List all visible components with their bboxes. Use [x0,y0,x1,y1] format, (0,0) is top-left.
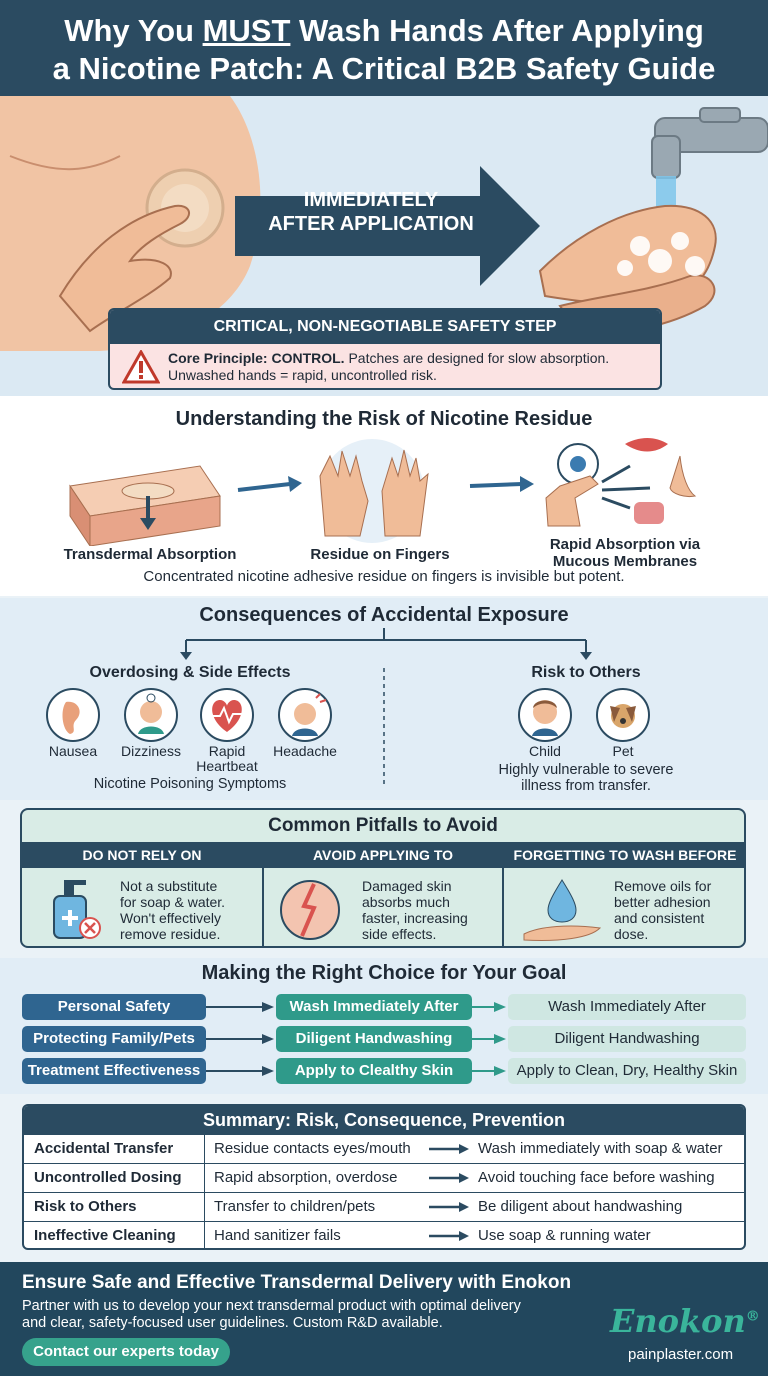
symptom-dizziness: Dizziness [121,743,181,759]
symptom-heartbeat: Rapid Heartbeat [196,743,258,774]
right-arrow-icon [429,1172,469,1184]
pitfall-wash-text: Remove oils for better adhesion and consistent dose. [614,878,712,942]
summary-table [22,1104,746,1250]
finger-icon [546,476,598,526]
critical-step-box [108,308,662,390]
enokon-logo: Enokon® [610,1302,760,1340]
dizziness-icon [124,688,178,742]
result-diligent-handwashing: Diligent Handwashing [508,1026,746,1052]
pitfall-sanitizer-text: Not a substitute for soap & water. Won't effectively remove residue. [120,878,226,942]
action-apply-healthy-skin: Apply to Clealthy Skin [276,1058,472,1084]
pitfalls-section [20,808,746,948]
right-arrow-icon [429,1230,469,1242]
mucous-membrane-icon [634,502,664,524]
residue-flow-illustration [0,436,768,546]
hand-sanitizer-icon [46,878,106,942]
action-diligent-handwashing: Diligent Handwashing [276,1026,472,1052]
symptom-headache: Headache [273,743,337,759]
core-principle: Core Principle: CONTROL. Patches are designed for slow absorption. Unwashed hands = rapid, uncontrolled risk. [110,344,660,384]
heartbeat-icon [200,688,254,742]
water-drop-hand-icon [520,878,604,942]
goal-protecting-family: Protecting Family/Pets [22,1026,206,1052]
hero-section [0,96,768,396]
summary-title: Summary: Risk, Consequence, Prevention [24,1106,744,1134]
warning-icon [122,350,160,384]
choice-title: Making the Right Choice for Your Goal [201,962,567,984]
goal-treatment-effectiveness: Treatment Effectiveness [22,1058,206,1084]
others-title: Risk to Others [531,664,641,681]
understanding-caption: Concentrated nicotine adhesive residue on fingers is invisible but potent. [143,568,625,585]
other-child: Child [529,743,561,759]
headache-icon [278,688,332,742]
consequences-section [0,598,768,800]
pitfall-sanitizer: DO NOT RELY ON Not a substitute for soap & water. Won't effectively remove residue. [22,842,264,948]
arrow-label: IMMEDIATELY AFTER APPLICATION [268,189,474,235]
understanding-title: Understanding the Risk of Nicotine Residue [175,408,593,430]
consequences-title: Consequences of Accidental Exposure [199,604,569,626]
goal-personal-safety: Personal Safety [22,994,206,1020]
pitfall-damaged-skin: AVOID APPLYING TO Damaged skin absorbs much faster, increasing side effects. [264,842,504,948]
pet-icon [596,688,650,742]
table-row: Uncontrolled Dosing Rapid absorption, overdose Avoid touching face before washing [24,1163,744,1192]
result-apply-clean-skin: Apply to Clean, Dry, Healthy Skin [508,1058,746,1084]
nose-icon [670,456,695,497]
child-icon [518,688,572,742]
table-row: Accidental Transfer Residue contacts eyes/mouth Wash immediately with soap & water [24,1134,744,1163]
pitfall-damaged-text: Damaged skin absorbs much faster, increasing side effects. [362,878,468,942]
action-wash-immediately: Wash Immediately After [276,994,472,1020]
page-title: Why You MUST Wash Hands After Applying a Nicotine Patch: A Critical B2B Safety Guide [52,13,716,86]
title-emphasis: MUST [202,13,291,48]
other-pet: Pet [612,743,634,759]
understanding-section [0,396,768,596]
table-row: Risk to Others Transfer to children/pets Be diligent about handwashing [24,1192,744,1221]
step-transdermal: Transdermal Absorption [63,546,237,563]
right-arrow-icon [429,1201,469,1213]
page-header [0,0,768,96]
others-caption: Highly vulnerable to severe illness from transfer. [498,762,674,794]
footer-body: Partner with us to develop your next transdermal product with optimal delivery and clear, safety-focused user guidelines. Custom R&D available. [22,1298,521,1331]
lips-icon [625,438,668,452]
damaged-skin-icon [278,878,342,942]
step-residue: Residue on Fingers [310,546,450,563]
pitfalls-title: Common Pitfalls to Avoid [268,815,498,836]
flow-arrow-icon [288,476,302,492]
pitfall-wash-before: FORGETTING TO WASH BEFORE Remove oils for better adhesion and consistent dose. [504,842,746,948]
symptom-nausea: Nausea [48,743,98,759]
critical-step-title: CRITICAL, NON-NEGOTIABLE SAFETY STEP [110,310,660,344]
footer-title: Ensure Safe and Effective Transdermal Delivery with Enokon [22,1272,572,1293]
right-arrow-icon [429,1143,469,1155]
contact-experts-button[interactable]: Contact our experts today [22,1338,230,1366]
table-row: Ineffective Cleaning Hand sanitizer fails Use soap & running water [24,1221,744,1250]
website-link[interactable]: painplaster.com [628,1346,734,1363]
choice-section [0,958,768,1094]
nausea-icon [46,688,100,742]
poisoning-caption: Nicotine Poisoning Symptoms [93,776,287,792]
overdose-title: Overdosing & Side Effects [89,664,291,681]
result-wash-immediately: Wash Immediately After [508,994,746,1020]
footer [0,1262,768,1376]
step-mucous: Rapid Absorption via Mucous Membranes [549,536,701,570]
